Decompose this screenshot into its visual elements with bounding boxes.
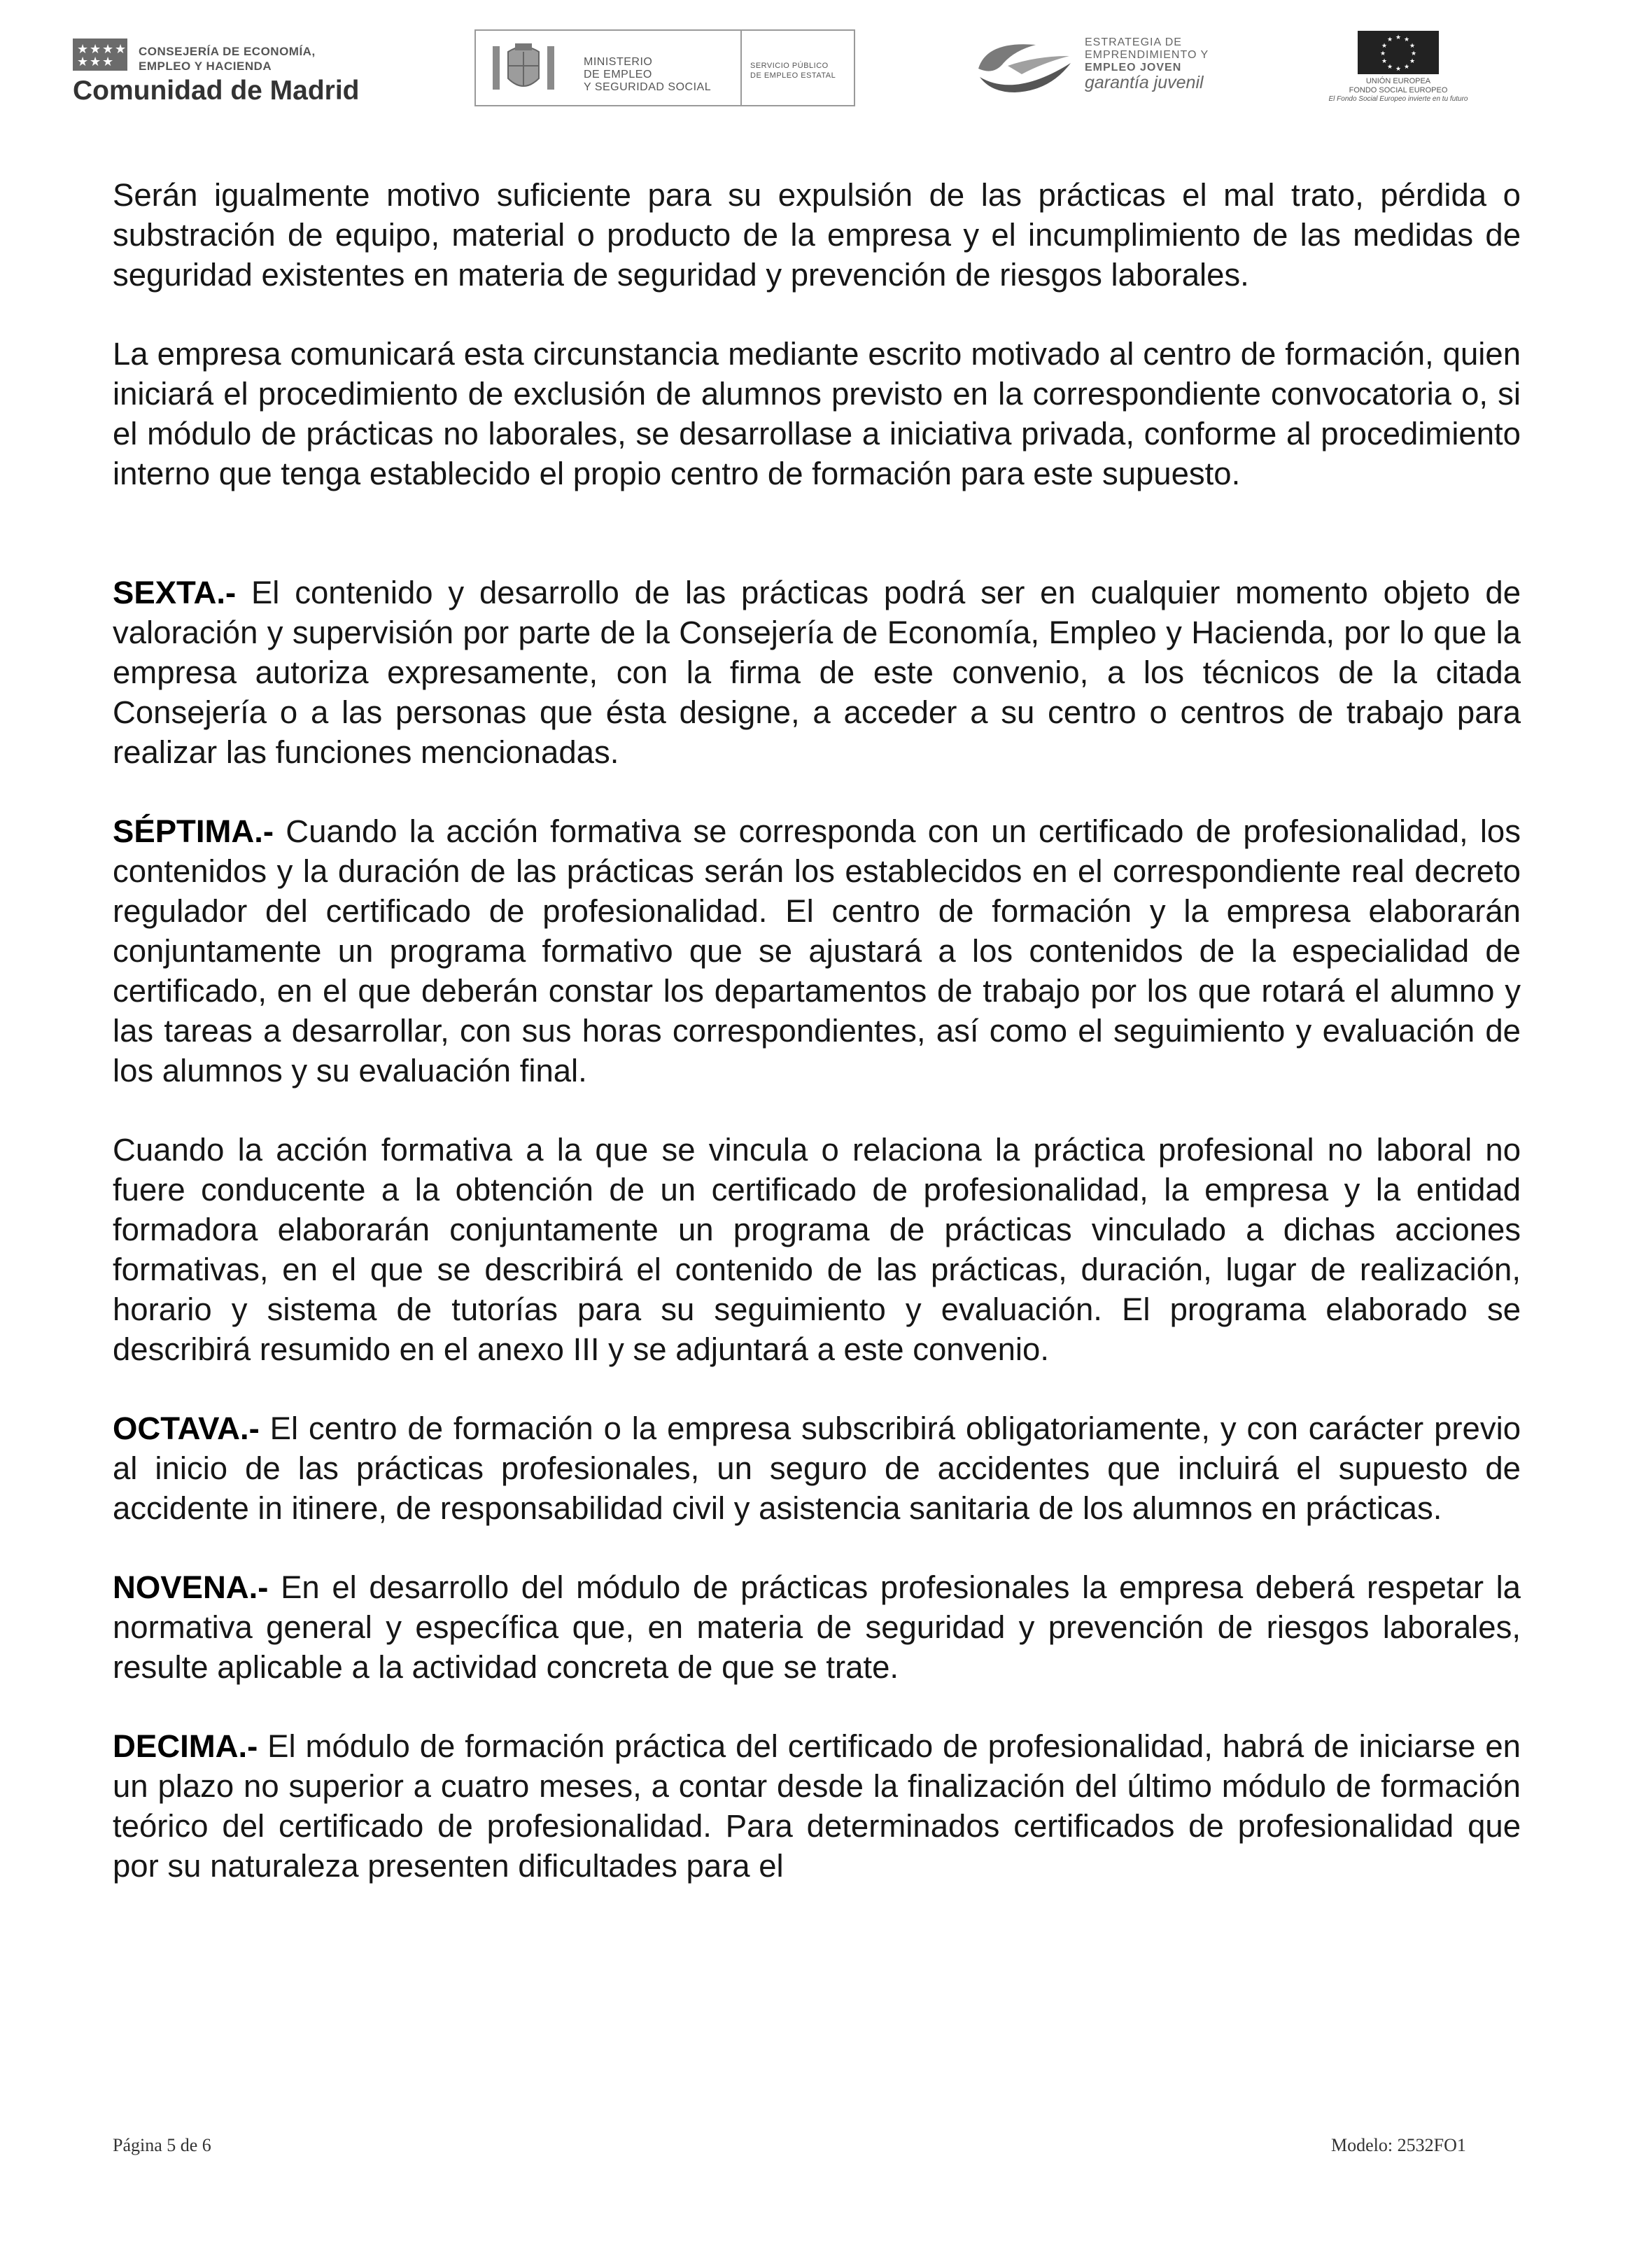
ministerio-logo bbox=[474, 29, 855, 106]
svg-text:★: ★ bbox=[1409, 58, 1416, 65]
svg-text:★: ★ bbox=[1404, 36, 1410, 43]
svg-text:★: ★ bbox=[1409, 43, 1416, 50]
svg-text:★: ★ bbox=[1404, 64, 1410, 71]
clause-septima-text: Cuando la acción formativa se corresponda con un certificado de profesionalidad, los contenidos y la duración de las prácticas serán los establecidos en el correspondiente real decreto regulador del certificado de profesionalidad. El centro de formación y la empresa elaborarán conjuntamente un programa formativo que se ajustará a los contenidos de la especialidad de certificado, en el que deberán constar los departamentos de trabajo por los que rotará el alumno y las tareas a desarrollar, con sus horas correspondientes, así como el seguimiento y evaluación de los alumnos y su evaluación final. bbox=[113, 813, 1521, 1088]
garantia-juvenil-swoosh-icon bbox=[973, 35, 1078, 98]
svg-text:★: ★ bbox=[1395, 34, 1402, 41]
ministerio-line-3: Y SEGURIDAD SOCIAL bbox=[584, 81, 712, 93]
comunidad-madrid-title: Comunidad de Madrid bbox=[73, 76, 360, 106]
clause-decima-text: El módulo de formación práctica del certificado de profesionalidad, habrá de iniciarse en un plazo no superior a cuatro meses, a contar desde la finalización del último módulo de formación teórico del certificado de profesionalidad. Para determinados certificados de profesionalidad que por su naturaleza presenten dificultades para el bbox=[113, 1728, 1521, 1884]
clause-septima bbox=[113, 811, 1521, 1091]
clause-decima-title: DECIMA.- bbox=[113, 1728, 258, 1764]
ministerio-line-1: MINISTERIO bbox=[584, 56, 653, 68]
svg-text:★: ★ bbox=[1381, 43, 1388, 50]
clause-sexta-title: SEXTA.- bbox=[113, 575, 237, 610]
paragraph-cuando: Cuando la acción formativa a la que se vincula o relaciona la práctica profesional no laboral no fuere conducente a la obtención de un certificado de profesionalidad, la empresa y la entidad formadora elaborarán conjuntamente un programa de prácticas vinculado a dichas acciones formativas, en el que se describirá el contenido de las prácticas, duración, lugar de realización, horario y sistema de tutorías para su seguimiento y evaluación. El programa elaborado se describirá resumido en el anexo III y se adjuntará a este convenio. bbox=[113, 1132, 1521, 1367]
clause-novena-title: NOVENA.- bbox=[113, 1569, 269, 1605]
clause-octava-text: El centro de formación o la empresa subscribirá obligatoriamente, y con carácter previo al inicio de las prácticas profesionales, un seguro de accidentes que incluirá el supuesto de accidente in itinere, de responsabilidad civil y asistencia sanitaria de los alumnos en prácticas. bbox=[113, 1410, 1521, 1526]
model-code: Modelo: 2532FO1 bbox=[1331, 2135, 1466, 2155]
garantia-line-1: ESTRATEGIA DE bbox=[1085, 36, 1182, 48]
ministerio-divider bbox=[740, 31, 742, 105]
eu-line-2: FONDO SOCIAL EUROPEO bbox=[1349, 86, 1448, 94]
eu-line-1: UNIÓN EUROPEA bbox=[1365, 77, 1431, 85]
garantia-juvenil-label: garantía juvenil bbox=[1085, 73, 1204, 92]
svg-text:★: ★ bbox=[1387, 64, 1393, 71]
svg-text:★: ★ bbox=[1381, 58, 1388, 65]
page-header bbox=[0, 0, 1632, 119]
consejeria-line-2: EMPLEO Y HACIENDA bbox=[139, 59, 272, 73]
clause-sexta-text: El contenido y desarrollo de las prácticas podrá ser en cualquier momento objeto de valoración y supervisión por parte de la Consejería de Economía, Empleo y Hacienda, por lo que la empresa autoriza expresamente, con la firma de este convenio, a los técnicos de la citada Consejería o a las personas que ésta designe, a acceder a su centro o centros de trabajo para realizar las funciones mencionadas. bbox=[113, 575, 1521, 770]
sepe-line-2: DE EMPLEO ESTATAL bbox=[750, 71, 836, 80]
page-number: Página 5 de 6 bbox=[113, 2135, 211, 2155]
eu-line-3: El Fondo Social Europeo invierte en tu futuro bbox=[1328, 95, 1468, 103]
comunidad-madrid-flag-icon: ★ ★ ★ ★ ★ ★ ★ bbox=[73, 38, 127, 71]
clause-sexta bbox=[113, 573, 1521, 772]
spain-coat-of-arms-icon bbox=[488, 39, 558, 97]
eu-flag-icon bbox=[1358, 31, 1439, 74]
svg-text:★: ★ bbox=[1380, 50, 1386, 57]
ministerio-line-2: DE EMPLEO bbox=[584, 69, 652, 80]
clause-novena bbox=[113, 1567, 1521, 1687]
clause-octava-title: OCTAVA.- bbox=[113, 1410, 260, 1446]
consejeria-line-1: CONSEJERÍA DE ECONOMÍA, bbox=[139, 45, 316, 58]
clause-decima bbox=[113, 1726, 1521, 1886]
sepe-line-1: SERVICIO PÚBLICO bbox=[750, 62, 829, 70]
clause-septima-title: SÉPTIMA.- bbox=[113, 813, 274, 849]
svg-text:★: ★ bbox=[1395, 66, 1402, 73]
svg-text:★: ★ bbox=[1411, 50, 1417, 57]
clause-octava bbox=[113, 1408, 1521, 1528]
garantia-line-3: EMPLEO JOVEN bbox=[1085, 62, 1182, 74]
svg-text:★: ★ bbox=[1387, 36, 1393, 43]
paragraph-expulsion: Serán igualmente motivo suficiente para su expulsión de las prácticas el mal trato, pérdida o substración de equipo, material o producto de la empresa y el incumplimiento de las medidas de seguridad existentes en materia de seguridad y prevención de riesgos laborales. bbox=[113, 177, 1521, 293]
clause-novena-text: En el desarrollo del módulo de prácticas profesionales la empresa deberá respetar la normativa general y específica que, en materia de seguridad y prevención de riesgos laborales, resulte aplicable a la actividad concreta de que se trate. bbox=[113, 1569, 1521, 1685]
paragraph-comunicacion: La empresa comunicará esta circunstancia mediante escrito motivado al centro de formación, quien iniciará el procedimiento de exclusión de alumnos previsto en la correspondiente convocatoria o, si el módulo de prácticas no laborales, se desarrollase a iniciativa privada, conforme al procedimiento interno que tenga establecido el propio centro de formación para este supuesto. bbox=[113, 336, 1521, 491]
garantia-line-2: EMPRENDIMIENTO Y bbox=[1085, 49, 1209, 61]
document-body bbox=[113, 175, 1521, 1886]
